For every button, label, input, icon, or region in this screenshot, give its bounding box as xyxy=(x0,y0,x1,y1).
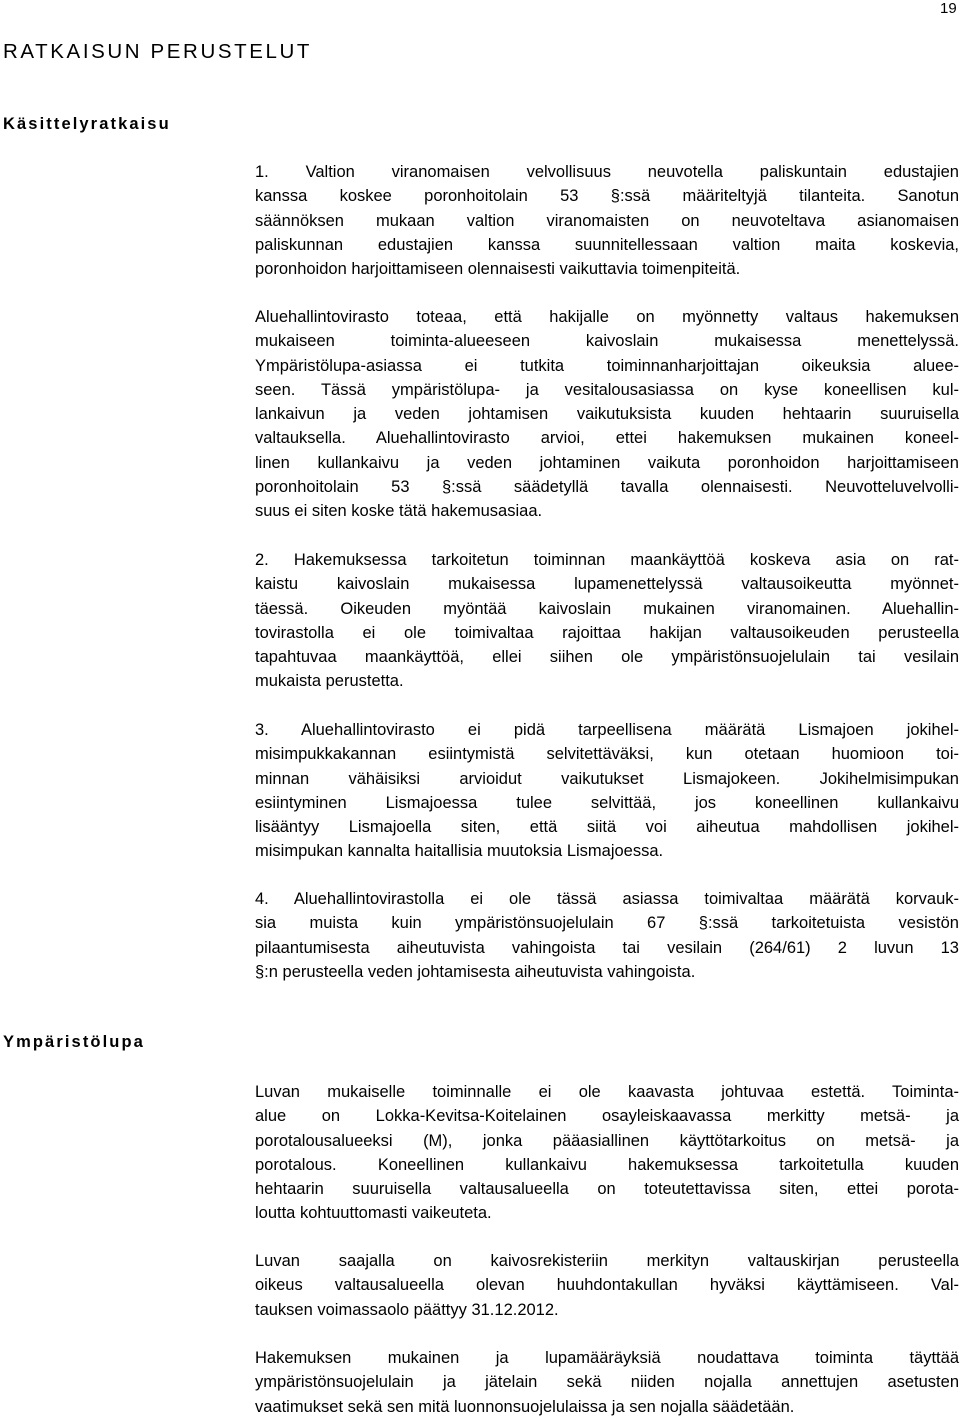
paragraph-line: oikeus valtausalueella olevan huuhdontakullan hyväksi käyttämiseen. Val- xyxy=(255,1276,959,1295)
paragraph-line: minnan vähäisiksi arvioidut vaikutukset Lismajokeen. Jokihelmisimpukan xyxy=(255,769,959,788)
paragraph-line: ympäristönsuojelulain ja jätelain sekä niiden nojalla annettujen asetusten xyxy=(255,1373,959,1392)
subsection-title-ymparistolupa: Ympäristölupa xyxy=(3,1033,145,1051)
paragraph-line: porotalous. Koneellinen kullankaivu hakemuksessa tarkoitetulla kuuden xyxy=(255,1155,959,1174)
paragraph-line: säännöksen mukaan valtion viranomaisten on neuvoteltava asianomaisen xyxy=(255,211,959,230)
paragraph-line: pilaantumisesta aiheutuvista vahingoista tai vesilain (264/61) 2 luvun 13 xyxy=(255,938,959,957)
paragraph-line: alue on Lokka-Kevitsa-Koitelainen osayleiskaavassa merkitty metsä- ja xyxy=(255,1107,959,1126)
paragraph-line: lisääntyy Lismajoella siten, että siitä voi aiheutua mahdollisen jokihel- xyxy=(255,818,959,837)
paragraph-line: täessä. Oikeuden myöntää kaivoslain mukainen viranomainen. Aluehallin- xyxy=(255,599,959,618)
paragraph-line: paliskunnan edustajien kanssa suunnitellessaan valtion maita koskevia, xyxy=(255,235,959,254)
paragraph-line: tauksen voimassaolo päättyy 31.12.2012. xyxy=(255,1300,559,1319)
paragraph-line: valtauksella. Aluehallintovirasto arvioi, ettei hakemuksen mukainen koneel- xyxy=(255,429,959,448)
paragraph-line: sia muista kuin ympäristönsuojelulain 67 §:ssä tarkoitetuista vesistön xyxy=(255,914,959,933)
paragraph-line: mukaista perustetta. xyxy=(255,672,404,691)
paragraph-line: loutta kohtuuttomasti vaikeuteta. xyxy=(255,1204,492,1223)
paragraph-8 xyxy=(255,1346,959,1419)
subsection-title-kasittelyratkaisu: Käsittelyratkaisu xyxy=(3,115,171,133)
paragraph-line: hehtaarin suuruisella valtausalueella on toteutettavissa siten, ettei porota- xyxy=(255,1180,959,1199)
paragraph-line: misimpukan kannalta haitallisia muutoksia Lismajoessa. xyxy=(255,842,664,861)
paragraph-line: vaatimukset sekä sen mitä luonnonsuojelulaissa ja sen nojalla säädetään. xyxy=(255,1397,795,1416)
paragraph-line: suus ei siten koske tätä hakemusasiaa. xyxy=(255,502,543,521)
paragraph-line: kanssa koskee poronhoitolain 53 §:ssä määriteltyjä tilanteita. Sanotun xyxy=(255,187,959,206)
paragraph-line: 2. Hakemuksessa tarkoitetun toiminnan maankäyttöä koskeva asia on rat- xyxy=(255,551,959,569)
paragraph-4 xyxy=(255,718,959,864)
paragraph-line: kaistu kaivoslain mukaisessa lupamenettelyssä valtausoikeutta myönnet- xyxy=(255,575,959,594)
paragraph-line: 3. Aluehallintovirasto ei pidä tarpeellisena määrätä Lismajoen jokihel- xyxy=(255,721,959,739)
paragraph-line: Luvan saajalla on kaivosrekisteriin merkityn valtauskirjan perusteella xyxy=(255,1252,959,1270)
page-number: 19 xyxy=(940,0,957,17)
paragraph-line: tovirastolla ei ole toimivaltaa rajoittaa hakijan valtausoikeuden perusteella xyxy=(255,623,959,642)
paragraph-line: Hakemuksen mukainen ja lupamääräyksiä noudattava toiminta täyttää xyxy=(255,1349,959,1367)
paragraph-line: mukaiseen toiminta-alueeseen kaivoslain mukaisessa menettelyssä. xyxy=(255,332,959,351)
paragraph-3 xyxy=(255,548,959,694)
paragraph-line: lankaivun ja veden johtamisen vaikutuksista kuuden hehtaarin suuruisella xyxy=(255,405,959,424)
paragraph-line: Ympäristölupa-asiassa ei tutkita toiminnanharjoittajan oikeuksia aluee- xyxy=(255,356,959,375)
paragraph-line: 4. Aluehallintovirastolla ei ole tässä asiassa toimivaltaa määrätä korvauk- xyxy=(255,890,959,908)
paragraph-line: poronhoitolain 53 §:ssä säädetyllä tavalla olennaisesti. Neuvotteluvelvolli- xyxy=(255,478,959,497)
paragraph-line: porotalousalueeksi (M), jonka pääasiallinen käyttötarkoitus on metsä- ja xyxy=(255,1131,959,1150)
paragraph-2 xyxy=(255,305,959,524)
paragraph-line: Luvan mukaiselle toiminnalle ei ole kaavasta johtuvaa estettä. Toiminta- xyxy=(255,1083,959,1101)
paragraph-1 xyxy=(255,160,959,281)
paragraph-6 xyxy=(255,1080,959,1226)
section-title: RATKAISUN PERUSTELUT xyxy=(3,40,313,63)
paragraph-line: §:n perusteella veden johtamisesta aiheutuvista vahingoista. xyxy=(255,962,696,981)
paragraph-line: linen kullankaivu ja veden johtaminen vaikuta poronhoidon harjoittamiseen xyxy=(255,453,959,472)
paragraph-5 xyxy=(255,887,959,984)
paragraph-line: tapahtuvaa maankäyttöä, ellei siihen ole ympäristönsuojelulain tai vesilain xyxy=(255,648,959,667)
paragraph-line: seen. Tässä ympäristölupa- ja vesitalousasiassa on kyse koneellisen kul- xyxy=(255,380,959,399)
paragraph-line: 1. Valtion viranomaisen velvollisuus neuvotella paliskuntain edustajien xyxy=(255,163,959,181)
paragraph-line: esiintyminen Lismajoessa tulee selvittää, jos koneellinen kullankaivu xyxy=(255,793,959,812)
paragraph-line: poronhoidon harjoittamiseen olennaisesti vaikuttavia toimenpiteitä. xyxy=(255,260,741,279)
paragraph-7 xyxy=(255,1249,959,1322)
paragraph-line: Aluehallintovirasto toteaa, että hakijalle on myönnetty valtaus hakemuksen xyxy=(255,308,959,326)
paragraph-line: misimpukkakannan esiintymistä selvitettäväksi, kun otetaan huomioon toi- xyxy=(255,745,959,764)
